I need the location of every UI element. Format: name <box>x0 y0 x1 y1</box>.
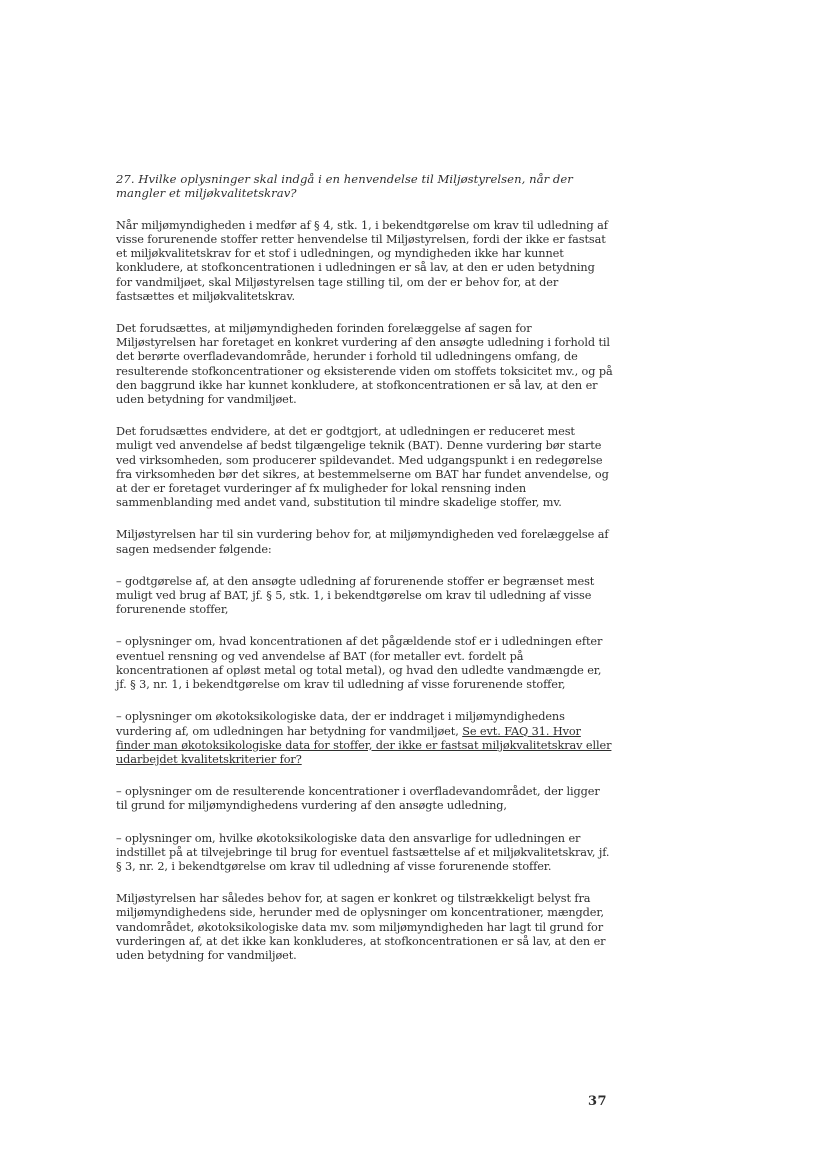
list-item-resulting-concentrations: – oplysninger om de resulterende koncentrationer i overfladevandområdet, der ligger til grund for miljømyndighedens vurdering af den ansøgte udledning, <box>116 785 600 813</box>
paragraph-conclusion: Miljøstyrelsen har således behov for, at sagen er konkret og tilstrækkeligt belyst fra miljømyndighedens side, herunder med de oplysninger om koncentrationer, mængder, vandområdet, økotoksikologiske data mv. som miljømyndigheden har lagt til grund for vurderingen af, at det ikke kan konkluderes, at stofkoncentrationen er så lav, at den er uden betydning for vandmiljøet. <box>116 892 606 962</box>
ecotox-data-text: – oplysninger om økotoksikologiske data, der er inddraget i miljømyndighedens vurdering af, om udledningen har betydning for vandmiljøet, <box>116 710 565 738</box>
page-number: 37 <box>588 1094 608 1109</box>
list-item-ecotox-data <box>116 710 614 767</box>
faq-31-link[interactable]: Se evt. FAQ 31. Hvor finder man økotoksikologiske data for stoffer, der ikke er fastsat miljøkvalitetskrav eller udarbejdet kvalitetskriterier for? <box>116 724 612 766</box>
paragraph-bat: Det forudsættes endvidere, at det er godtgjort, at udledningen er reduceret mest muligt ved anvendelse af bedst tilgængelige teknik (BAT). Denne vurdering bør starte ved virksomheden, som producerer spildevandet. Med udgangspunkt i en redegørelse fra virksomheden bør det sikres, at bestemmelserne om BAT har fundet anvendelse, og at der er foretaget vurderinger af fx muligheder for lokal rensning inden sammenblanding med andet vand, substitution til mindre skadelige stoffer, mv. <box>116 425 609 510</box>
list-item-bat-documentation: – godtgørelse af, at den ansøgte udledning af forurenende stoffer er begrænset mest muligt ved brug af BAT, jf. § 5, stk. 1, i bekendtgørelse om krav til udledning af visse forurenende stoffer, <box>116 574 595 617</box>
paragraph-intro: Når miljømyndigheden i medfør af § 4, stk. 1, i bekendtgørelse om krav til udledning af visse forurenende stoffer retter henvendelse til Miljøstyrelsen, fordi der ikke er fastsat et miljøkvalitetskrav for et stof i udledningen, og myndigheden ikke har kunnet konkludere, at stofkoncentrationen i udledningen er så lav, at den er uden betydning for vandmiljøet, skal Miljøstyrelsen tage stilling til, om der er behov for, at der fastsættes et miljøkvalitetskrav. <box>116 218 608 303</box>
paragraph-requirements-intro: Miljøstyrelsen har til sin vurdering behov for, at miljømyndigheden ved forelæggelse af sagen medsender følgende: <box>116 528 609 556</box>
list-item-ecotox-willingness: – oplysninger om, hvilke økotoksikologiske data den ansvarlige for udledningen er indstillet på at tilvejebringe til brug for eventuel fastsættelse af et miljøkvalitetskrav, jf. § 3, nr. 2, i bekendtgørelse om krav til udledning af visse forurenende stoffer. <box>116 831 610 873</box>
section-heading: 27. Hvilke oplysninger skal indgå i en henvendelse til Miljøstyrelsen, når der mangler et miljøkvalitetskrav? <box>116 172 573 201</box>
paragraph-assumption: Det forudsættes, at miljømyndigheden forinden forelæggelse af sagen for Miljøstyrelsen har foretaget en konkret vurdering af den ansøgte udledning i forhold til det berørte overfladevandområde, herunder i forhold til udledningens omfang, de resulterende stofkoncentrationer og eksisterende viden om stoffets toksicitet mv., og på den baggrund ikke har kunnet konkludere, at stofkoncentrationen er så lav, at den er uden betydning for vandmiljøet. <box>116 322 613 407</box>
list-item-concentration-info: – oplysninger om, hvad koncentrationen af det pågældende stof er i udledningen efter eventuel rensning og ved anvendelse af BAT (for metaller evt. fordelt på koncentrationen af opløst metal og total metal), og hvad den udledte vandmængde er, jf. § 3, nr. 1, i bekendtgørelse om krav til udledning af visse forurenende stoffer, <box>116 635 603 692</box>
page-content <box>116 172 614 981</box>
